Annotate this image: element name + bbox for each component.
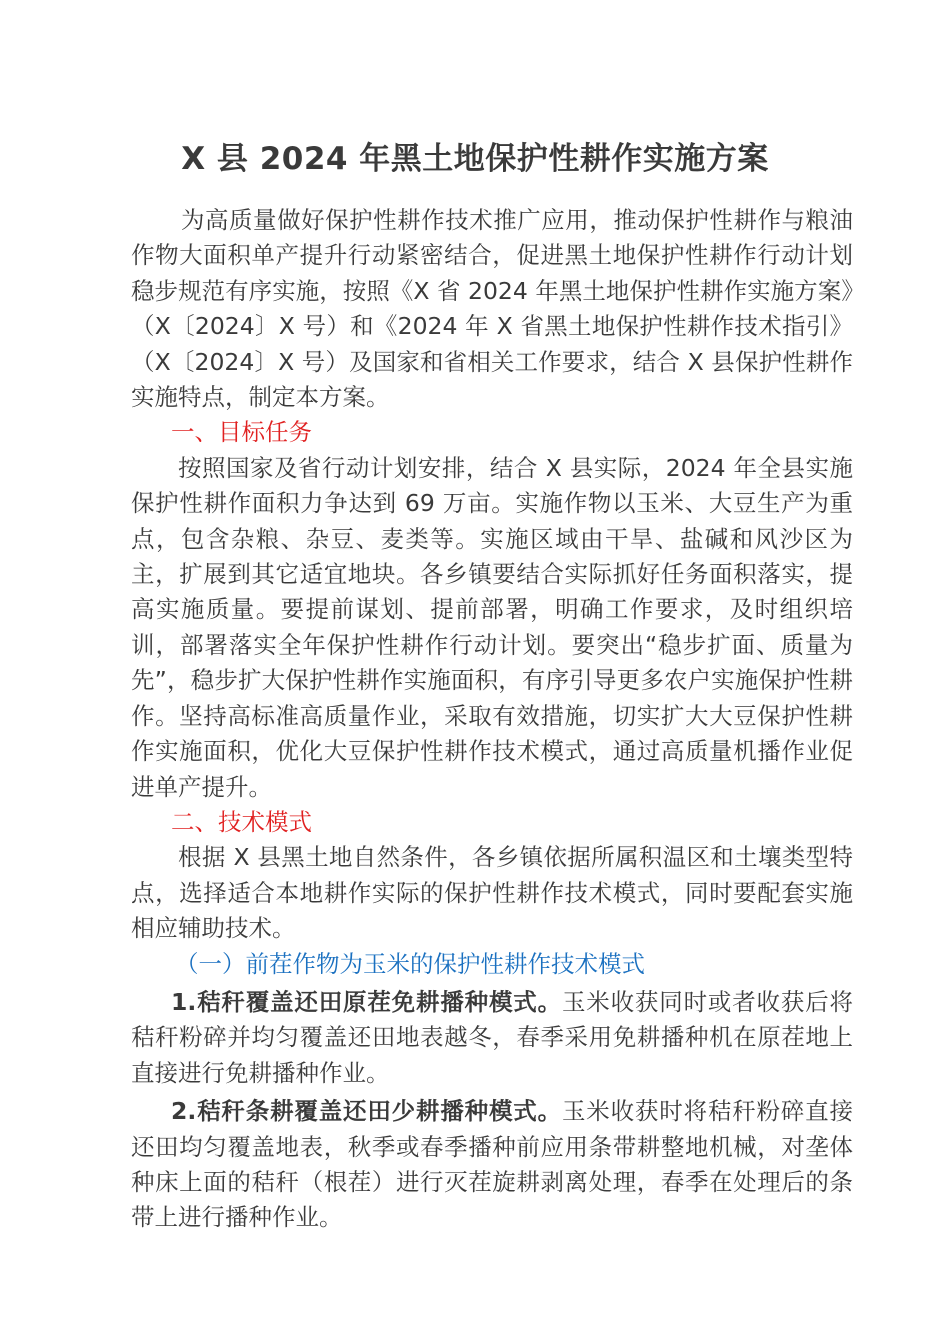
mode-item bbox=[131, 1094, 853, 1236]
document-title: X 县 2024 年黑土地保护性耕作实施方案 bbox=[181, 141, 769, 177]
mode-item bbox=[131, 985, 853, 1091]
subsection-heading-corn: （一）前茬作物为玉米的保护性耕作技术模式 bbox=[175, 949, 645, 978]
mode-item-label: 2.秸秆条耕覆盖还田少耕播种模式。 bbox=[171, 1097, 562, 1126]
section-heading-tech-modes: 二、技术模式 bbox=[171, 807, 312, 836]
goals-paragraph: 按照国家及省行动计划安排，结合 X 县实际，2024 年全县实施保护性耕作面积力争达到 69 万亩。实施作物以玉米、大豆生产为重点，包含杂粮、杂豆、麦类等。实施区域由干旱、盐碱和风沙区为主，扩展到其它适宜地块。各乡镇要结合实际抓好任务面积落实，提高实施质量。要提前谋划、提前部署，明确工作要求，及时组织培训，部署落实全年保护性耕作行动计划。要突出“稳步扩面、质量为先”，稳步扩大保护性耕作实施面积，有序引导更多农户实施保护性耕作。坚持高标准高质量作业，采取有效措施，切实扩大大豆保护性耕作实施面积，优化大豆保护性耕作技术模式，通过高质量机播作业促进单产提升。 bbox=[131, 453, 853, 801]
intro-paragraph: 为高质量做好保护性耕作技术推广应用，推动保护性耕作与粮油作物大面积单产提升行动紧密结合，促进黑土地保护性耕作行动计划稳步规范有序实施，按照《X 省 2024 年黑土地保护性耕作实施方案》（X〔2024〕X 号）和《2024 年 X 省黑土地保护性耕作技术指引》（X〔2024〕X 号）及国家和省相关工作要求，结合 X 县保护性耕作实施特点，制定本方案。 bbox=[131, 206, 853, 412]
tech-modes-paragraph: 根据 X 县黑土地自然条件，各乡镇依据所属积温区和土壤类型特点，选择适合本地耕作实际的保护性耕作技术模式，同时要配套实施相应辅助技术。 bbox=[131, 843, 853, 943]
section-heading-goals: 一、目标任务 bbox=[171, 418, 312, 447]
mode-item-label: 1.秸秆覆盖还田原茬免耕播种模式。 bbox=[171, 987, 562, 1016]
document-body bbox=[131, 203, 853, 1236]
mode-item-text: 玉米收获时将秸秆粉碎直接还田均匀覆盖地表，秋季或春季播种前应用条带耕整地机械，对垄体种床上面的秸秆（根茬）进行灭茬旋耕剥离处理，春季在处理后的条带上进行播种作业。 bbox=[131, 1097, 854, 1232]
mode-item-text: 玉米收获同时或者收获后将秸秆粉碎并均匀覆盖还田地表越冬，春季采用免耕播种机在原茬地上直接进行免耕播种作业。 bbox=[131, 987, 854, 1087]
